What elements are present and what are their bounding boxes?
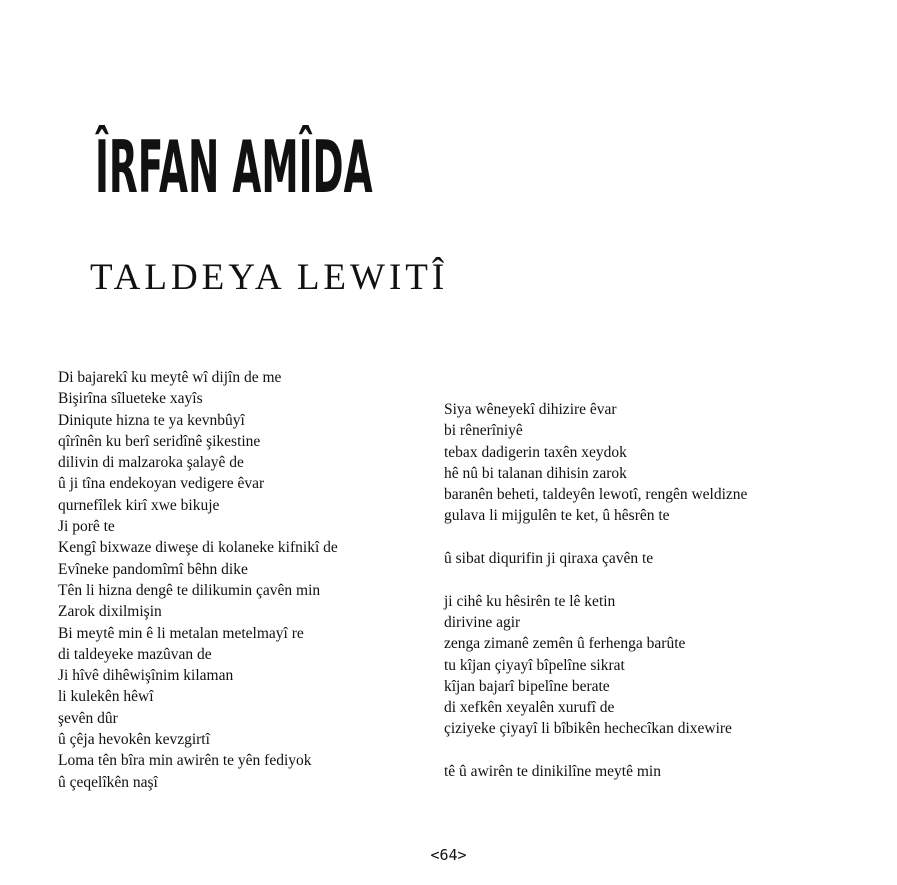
poem-line: tê û awirên te dinikilîne meytê min — [444, 763, 661, 781]
poem-line: dirivine agir — [444, 613, 521, 631]
poem-line: Bi meytê min ê li metalan metelmayî re — [58, 624, 304, 642]
poem-line — [444, 527, 747, 548]
poem-line: li kulekên hêwî — [58, 688, 154, 706]
poem-line: Ji porê te — [58, 518, 115, 536]
poem-line: di taldeyeke mazûvan de — [58, 645, 212, 663]
poem-line: tu kîjan çiyayî bîpelîne sikrat — [444, 656, 625, 674]
poem-line: qîrînên ku berî seridînê şikestine — [58, 432, 261, 450]
poem-line: Di bajarekî ku meytê wî dijîn de me — [58, 369, 282, 386]
poem-line: dilivin di malzaroka şalayê de — [58, 454, 244, 472]
poem-line: tebax dadigerin taxên xeydok — [444, 443, 627, 461]
poem-line: ji cihê ku hêsirên te lê ketin — [444, 592, 616, 610]
poem-line — [444, 569, 747, 590]
poem-line: Siya wêneyekî dihizire êvar — [444, 401, 617, 418]
poem-column-right — [444, 399, 747, 782]
poem-column-left — [58, 367, 338, 793]
poem-line: Zarok dixilmişin — [58, 603, 162, 621]
poem-line: Diniqute hizna te ya kevnbûyî — [58, 411, 245, 429]
poem-line — [444, 740, 747, 761]
poem-line: û sibat diqurifin ji qiraxa çavên te — [444, 550, 654, 568]
poem-line: û çeqelîkên naşî — [58, 773, 158, 791]
page-number: <64> — [430, 846, 467, 864]
poem-line: hê nû bi talanan dihisin zarok — [444, 464, 627, 482]
poem-line: Evîneke pandomîmî bêhn dike — [58, 560, 248, 578]
poem-line: Loma tên bîra min awirên te yên fediyok — [58, 752, 312, 770]
poem-line: baranên beheti, taldeyên lewotî, rengên weldizne — [444, 486, 748, 504]
author-name: ÎRFAN AMÎDA — [95, 125, 373, 209]
poem-line: û çêja hevokên kevzgirtî — [58, 731, 210, 749]
poem-line: Kengî bixwaze diweşe di kolaneke kifnikî de — [58, 539, 338, 557]
poem-line: gulava li mijgulên te ket, û hêsrên te — [444, 507, 670, 525]
poem-line: di xefkên xeyalên xurufî de — [444, 699, 615, 717]
poem-line: bi rênerîniyê — [444, 422, 523, 440]
poem-line: Tên li hizna dengê te dilikumin çavên min — [58, 581, 321, 599]
poem-line: Bişirîna sîlueteke xayîs — [58, 390, 203, 408]
poem-line: çiziyeke çiyayî li bîbikên hechecîkan dixewire — [444, 720, 732, 738]
poem-line: û ji tîna endekoyan vedigere êvar — [58, 475, 265, 493]
poem-line: Ji hîvê dihêwişînim kilaman — [58, 667, 234, 685]
poem-line: qurnefîlek kirî xwe bikuje — [58, 496, 220, 514]
poem-line: şevên dûr — [58, 709, 118, 727]
poem-title: TALDEYA LEWITÎ — [90, 257, 449, 298]
poem-line: kîjan bajarî bipelîne berate — [444, 677, 610, 695]
poem-line: zenga zimanê zemên û ferhenga barûte — [444, 635, 686, 653]
